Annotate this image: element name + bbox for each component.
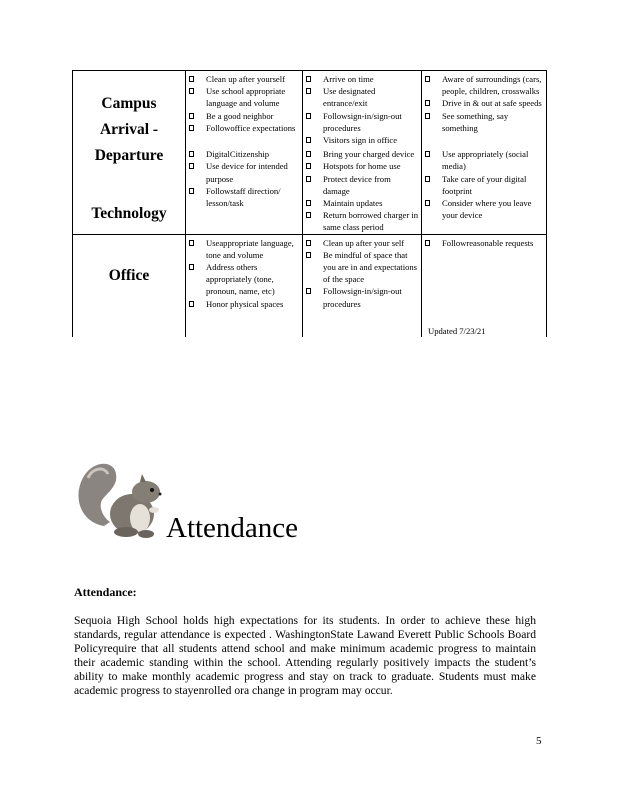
row-head-departure: Departure <box>94 147 164 164</box>
cell-campus-col3 <box>422 71 547 147</box>
page-title: Attendance <box>166 512 299 544</box>
row-head-arrival: Arrival - <box>99 121 159 138</box>
list-item: Use device for intended purpose <box>186 160 300 184</box>
list-item: Followstaff direction/ lesson/task <box>186 185 300 209</box>
list-item: Take care of your digital footprint <box>422 173 544 197</box>
list-item: Address others appropriately (tone, pronoun, name, etc) <box>186 261 300 298</box>
row-head-campus: Campus <box>101 95 157 112</box>
list-item: Protect device from damage <box>303 173 419 197</box>
row-heads-office <box>73 234 186 337</box>
list-item: Aware of surroundings (cars, people, children, crosswalks <box>422 73 544 97</box>
page-number: 5 <box>536 735 542 747</box>
row-head-technology: Technology <box>91 205 167 222</box>
list-item: Visitors sign in office <box>303 134 419 146</box>
body-paragraph: Sequoia High School holds high expectations for its students. In order to achieve these high standards, regular attendance is expected . WashingtonState Lawand Everett Public Schools Board Policyrequire that all students attend school and make minimum academic progress to maintain their academic standing within the school. Attending regularly positively impacts the student’s ability to make monthly academic progress and stay on track to graduate. Students must make academic progress to stayenrolled ora change in program may occur. <box>74 614 536 697</box>
cell-office-col3 <box>422 234 547 337</box>
list-item: Followsign-in/sign-out procedures <box>303 110 419 134</box>
list-item: Arrive on time <box>303 73 419 85</box>
updated-note: Updated 7/23/21 <box>428 325 486 336</box>
list-item: Be a good neighbor <box>186 110 300 122</box>
list-item: Consider where you leave your device <box>422 197 544 221</box>
list-item: DigitalCitizenship <box>186 148 300 160</box>
list-item: Use school appropriate language and volume <box>186 85 300 109</box>
row-head-office: Office <box>108 266 150 284</box>
list-item: Maintain updates <box>303 197 419 209</box>
squirrel-image <box>74 456 170 544</box>
cell-campus-col1 <box>186 71 303 147</box>
list-item: Useappropriate language, tone and volume <box>186 237 300 261</box>
cell-technology-col1 <box>186 146 303 234</box>
list-item: See something, say something <box>422 110 544 134</box>
table-row-campus <box>73 71 547 147</box>
row-heads-campus-technology <box>73 71 186 235</box>
list-item: Be mindful of space that you are in and expectations of the space <box>303 249 419 286</box>
list-item: Hotspots for home use <box>303 160 419 172</box>
list-item: Followreasonable requests <box>422 237 544 249</box>
cell-campus-col2 <box>303 71 422 147</box>
list-item: Followoffice expectations <box>186 122 300 134</box>
cell-office-col2 <box>303 234 422 337</box>
list-item: Drive in & out at safe speeds <box>422 97 544 109</box>
list-item: Followsign-in/sign-out procedures <box>303 285 419 309</box>
expectations-table <box>72 70 547 337</box>
list-item: Clean up after yourself <box>186 73 300 85</box>
list-item: Use appropriately (social media) <box>422 148 544 172</box>
section-heading: Attendance: <box>74 585 137 599</box>
list-item: Use designated entrance/exit <box>303 85 419 109</box>
list-item: Return borrowed charger in same class period <box>303 209 419 233</box>
cell-technology-col2 <box>303 146 422 234</box>
list-item: Bring your charged device <box>303 148 419 160</box>
list-item: Honor physical spaces <box>186 298 300 310</box>
cell-technology-col3 <box>422 146 547 234</box>
list-item: Clean up after your self <box>303 237 419 249</box>
cell-office-col1 <box>186 234 303 337</box>
table-row-office <box>73 234 547 337</box>
